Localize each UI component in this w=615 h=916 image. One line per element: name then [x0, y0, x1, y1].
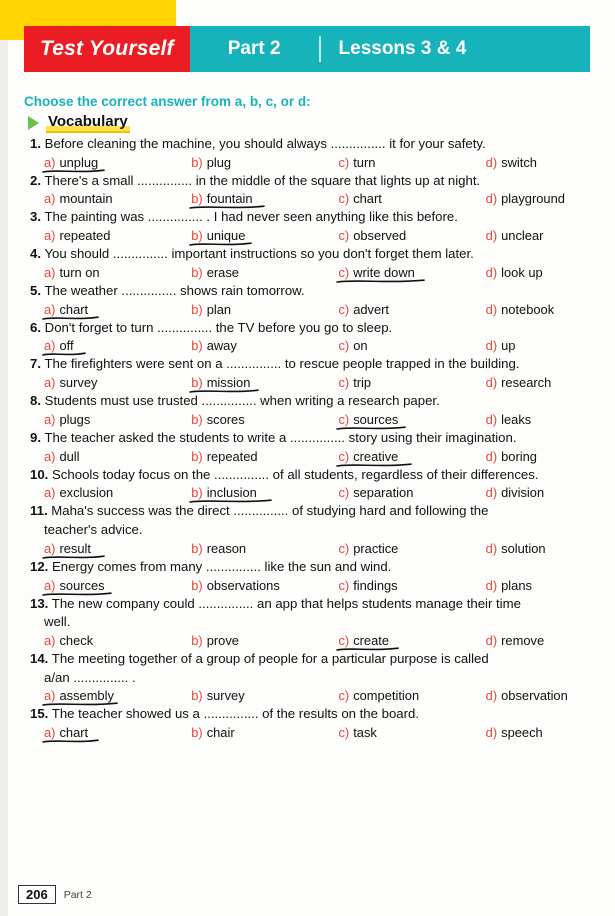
handwritten-underline [189, 388, 260, 393]
question-item [30, 172, 605, 207]
question-item [30, 650, 605, 703]
option-text: look up [501, 264, 543, 280]
option-choice[interactable] [338, 578, 485, 593]
option-label: d) [485, 448, 498, 464]
question-text-continued: well. [44, 614, 71, 630]
question-item [30, 466, 605, 501]
question-number: 10. [30, 466, 49, 482]
option-text: turn on [59, 264, 100, 280]
option-text: check [59, 633, 94, 649]
handwritten-underline [336, 278, 426, 283]
option-label: c) [338, 375, 350, 391]
question-stem [30, 595, 605, 614]
option-text: create [353, 633, 390, 649]
question-stem [30, 355, 605, 374]
option-label: b) [191, 154, 203, 170]
option-label: c) [338, 540, 350, 556]
option-label: a) [44, 301, 56, 317]
option-text: chart [59, 301, 89, 317]
option-choice[interactable] [44, 265, 191, 280]
option-choice[interactable] [486, 449, 605, 464]
option-text: chart [59, 725, 89, 741]
option-label: d) [485, 411, 498, 427]
option-choice[interactable] [338, 449, 485, 464]
option-label: b) [191, 228, 203, 244]
section-heading [28, 113, 615, 133]
option-label: a) [44, 375, 56, 391]
option-choice[interactable] [191, 412, 338, 427]
option-text: fountain [206, 191, 253, 207]
option-text: notebook [501, 301, 555, 317]
option-row [44, 191, 605, 206]
question-text: The painting was ............... . I had never seen anything like this before. [44, 209, 458, 225]
option-row [44, 633, 605, 648]
question-number: 1. [30, 136, 41, 151]
option-text: findings [353, 577, 398, 593]
option-label: c) [338, 448, 350, 464]
option-label: b) [191, 633, 203, 649]
option-label: a) [44, 338, 56, 354]
question-text: There's a small ............... in the middle of the square that lights up at night. [44, 172, 481, 188]
option-choice[interactable] [486, 725, 605, 740]
question-number: 4. [30, 246, 41, 262]
option-choice[interactable] [191, 449, 338, 464]
option-text: observation [501, 688, 568, 704]
option-label: a) [44, 191, 56, 207]
option-text: competition [353, 688, 420, 704]
option-label: c) [338, 688, 350, 704]
option-text: sources [59, 577, 105, 593]
handwritten-underline [42, 701, 119, 706]
option-text: mission [206, 375, 251, 391]
question-text: Don't forget to turn ............... the TV before you go to sleep. [44, 319, 393, 335]
section-title: Vocabulary [46, 113, 130, 133]
option-choice[interactable] [191, 375, 338, 390]
option-choice[interactable] [486, 338, 605, 353]
option-text: solution [501, 540, 546, 556]
page-header [0, 0, 615, 86]
option-text: practice [353, 540, 399, 556]
option-choice[interactable] [338, 688, 485, 703]
option-choice[interactable] [44, 302, 191, 317]
option-label: c) [338, 228, 350, 244]
option-choice[interactable] [44, 412, 191, 427]
option-choice[interactable] [191, 155, 338, 170]
option-label: d) [485, 154, 498, 170]
option-row [44, 302, 605, 317]
option-choice[interactable] [44, 578, 191, 593]
question-item [30, 245, 605, 280]
question-stem [30, 135, 605, 154]
header-separator [319, 36, 321, 62]
option-choice[interactable] [44, 191, 191, 206]
question-text: The new company could ............... an app that helps students manage their time [51, 595, 521, 611]
option-label: b) [191, 338, 203, 354]
option-choice[interactable] [191, 228, 338, 243]
option-label: a) [44, 577, 56, 593]
option-choice[interactable] [486, 375, 605, 390]
option-row [44, 688, 605, 703]
option-row [44, 578, 605, 593]
option-choice[interactable] [338, 485, 485, 500]
option-choice[interactable] [486, 191, 605, 206]
question-text: The meeting together of a group of people for a particular purpose is called [51, 651, 489, 667]
question-item [30, 429, 605, 464]
option-text: survey [59, 375, 98, 391]
option-label: c) [338, 264, 350, 280]
question-item [30, 355, 605, 390]
option-choice[interactable] [44, 485, 191, 500]
option-label: d) [485, 228, 498, 244]
header-brand: Test Yourself [24, 26, 190, 72]
question-stem [30, 282, 605, 301]
handwritten-underline [42, 351, 87, 356]
question-text: Schools today focus on the ............... of all students, regardless of their differences. [52, 466, 539, 482]
option-choice[interactable] [338, 412, 485, 427]
option-text: creative [353, 448, 399, 464]
option-choice[interactable] [338, 265, 485, 280]
option-label: d) [485, 264, 498, 280]
option-text: sources [353, 411, 399, 427]
option-text: reason [206, 540, 247, 556]
question-list [30, 135, 605, 740]
option-text: turn [353, 154, 376, 170]
option-label: a) [44, 540, 56, 556]
handwritten-underline [336, 425, 407, 430]
option-choice[interactable] [486, 541, 605, 556]
option-text: unclear [501, 228, 544, 244]
question-stem [30, 319, 605, 338]
option-text: task [353, 725, 377, 741]
header-bar [24, 26, 590, 72]
question-stem [30, 392, 605, 411]
option-text: chair [206, 725, 235, 741]
question-item [30, 558, 605, 593]
option-choice[interactable] [44, 725, 191, 740]
option-choice[interactable] [338, 155, 485, 170]
question-stem [30, 558, 605, 577]
option-choice[interactable] [44, 375, 191, 390]
option-label: a) [44, 485, 56, 501]
question-item [30, 502, 605, 555]
question-item [30, 208, 605, 243]
option-text: playground [501, 191, 565, 207]
option-text: prove [206, 633, 239, 649]
option-choice[interactable] [486, 578, 605, 593]
option-choice[interactable] [486, 485, 605, 500]
handwritten-underline [336, 462, 413, 467]
option-text: trip [353, 375, 372, 391]
option-choice[interactable] [44, 633, 191, 648]
option-text: survey [206, 688, 245, 704]
option-choice[interactable] [486, 412, 605, 427]
question-text: The weather ............... shows rain tomorrow. [44, 282, 305, 298]
option-choice[interactable] [191, 541, 338, 556]
option-choice[interactable] [338, 375, 485, 390]
option-choice[interactable] [191, 688, 338, 703]
question-number: 5. [30, 282, 41, 298]
page-edge [0, 0, 8, 916]
option-text: plan [206, 301, 232, 317]
option-label: d) [485, 688, 498, 704]
question-text: You should ............... important instructions so you don't forget them later. [44, 246, 474, 262]
question-stem [30, 245, 605, 264]
option-label: a) [44, 264, 56, 280]
option-label: d) [485, 725, 498, 741]
question-text: Students must use trusted ............... when writing a research paper. [44, 393, 440, 409]
option-text: mountain [59, 191, 113, 207]
handwritten-underline [42, 315, 100, 320]
handwritten-underline [336, 646, 400, 651]
option-choice[interactable] [44, 688, 191, 703]
option-text: remove [501, 633, 545, 649]
handwritten-underline [189, 241, 253, 246]
page-number: 206 [18, 885, 56, 904]
question-stem [30, 705, 605, 724]
option-text: research [501, 375, 552, 391]
option-text: leaks [501, 411, 532, 427]
question-text: The teacher asked the students to write a ............... story using their imagination. [44, 429, 517, 445]
question-number: 14. [30, 651, 49, 667]
header-lessons: Lessons 3 & 4 [338, 38, 467, 59]
option-choice[interactable] [191, 725, 338, 740]
option-choice[interactable] [191, 338, 338, 353]
option-choice[interactable] [191, 302, 338, 317]
option-text: advert [353, 301, 390, 317]
question-text-continued: a/an ............... . [44, 669, 136, 685]
question-number: 6. [30, 319, 41, 335]
option-label: c) [338, 411, 350, 427]
handwritten-underline [189, 498, 273, 503]
question-number: 8. [30, 393, 41, 409]
option-label: c) [338, 191, 350, 207]
option-label: d) [485, 485, 498, 501]
option-label: b) [191, 725, 203, 741]
option-row [44, 228, 605, 243]
question-item [30, 282, 605, 317]
question-number: 7. [30, 356, 41, 372]
handwritten-underline [42, 554, 106, 559]
option-label: b) [191, 411, 203, 427]
option-text: erase [206, 264, 239, 280]
option-choice[interactable] [338, 302, 485, 317]
option-text: plugs [59, 411, 91, 427]
question-number: 2. [30, 172, 41, 188]
option-row [44, 485, 605, 500]
option-text: scores [206, 411, 245, 427]
option-label: b) [191, 577, 203, 593]
option-text: observed [353, 228, 407, 244]
handwritten-underline [42, 168, 106, 173]
option-text: speech [501, 725, 543, 741]
option-text: repeated [59, 228, 111, 244]
option-text: result [59, 540, 91, 556]
option-choice[interactable] [486, 265, 605, 280]
handwritten-underline [42, 738, 100, 743]
option-text: on [353, 338, 368, 354]
option-choice[interactable] [486, 228, 605, 243]
option-choice[interactable] [338, 338, 485, 353]
option-text: unplug [59, 154, 99, 170]
option-choice[interactable] [486, 633, 605, 648]
option-label: a) [44, 448, 56, 464]
option-row [44, 541, 605, 556]
option-label: d) [485, 375, 498, 391]
option-text: exclusion [59, 485, 114, 501]
option-text: assembly [59, 688, 114, 704]
option-choice[interactable] [191, 191, 338, 206]
option-label: b) [191, 448, 203, 464]
question-stem [30, 429, 605, 448]
option-label: a) [44, 411, 56, 427]
triangle-bullet-icon [28, 116, 39, 130]
question-number: 3. [30, 209, 41, 225]
option-label: a) [44, 228, 56, 244]
handwritten-underline [42, 591, 113, 596]
instruction-text: Choose the correct answer from a, b, c, or d: [24, 94, 311, 109]
question-stem [30, 208, 605, 227]
option-label: b) [191, 485, 203, 501]
option-label: d) [485, 633, 498, 649]
option-label: d) [485, 338, 498, 354]
question-number: 12. [30, 558, 49, 574]
option-choice[interactable] [44, 228, 191, 243]
question-text: The teacher showed us a ............... of the results on the board. [51, 706, 420, 722]
option-text: off [59, 338, 74, 354]
option-text: observations [206, 577, 280, 593]
question-text: Maha's success was the direct ............... of studying hard and following the [51, 503, 489, 519]
option-row [44, 265, 605, 280]
header-part: Part 2 [227, 38, 281, 59]
question-item [30, 135, 605, 170]
option-choice[interactable] [486, 155, 605, 170]
option-label: c) [338, 301, 350, 317]
option-text: plans [501, 577, 532, 593]
question-item [30, 705, 605, 740]
option-label: a) [44, 725, 56, 741]
option-label: b) [191, 191, 203, 207]
option-text: inclusion [206, 485, 257, 501]
question-number: 9. [30, 429, 41, 445]
option-label: d) [485, 191, 498, 207]
option-row [44, 725, 605, 740]
option-text: boring [501, 448, 537, 464]
option-text: unique [206, 228, 246, 244]
option-text: division [501, 485, 545, 501]
option-choice[interactable] [338, 541, 485, 556]
option-text: away [206, 338, 237, 354]
question-stem [30, 650, 605, 669]
option-choice[interactable] [191, 485, 338, 500]
handwritten-underline [189, 204, 266, 209]
option-choice[interactable] [44, 541, 191, 556]
question-stem [30, 172, 605, 191]
option-label: c) [338, 725, 350, 741]
option-label: b) [191, 264, 203, 280]
question-text: Energy comes from many ............... like the sun and wind. [52, 558, 392, 574]
option-label: c) [338, 485, 350, 501]
option-text: repeated [206, 448, 258, 464]
question-text: Before cleaning the machine, you should always ............... it for your safety. [44, 136, 486, 151]
option-label: d) [485, 301, 498, 317]
question-item [30, 595, 605, 648]
option-row [44, 375, 605, 390]
option-choice[interactable] [338, 191, 485, 206]
option-label: c) [338, 338, 350, 354]
option-label: a) [44, 688, 56, 704]
question-text-continued: teacher's advice. [44, 522, 143, 538]
option-choice[interactable] [191, 578, 338, 593]
option-row [44, 449, 605, 464]
question-stem [30, 466, 605, 485]
option-label: c) [338, 633, 350, 649]
option-label: c) [338, 577, 350, 593]
option-text: separation [353, 485, 414, 501]
question-number: 11. [30, 503, 48, 519]
option-choice[interactable] [44, 155, 191, 170]
option-choice[interactable] [44, 338, 191, 353]
question-item [30, 392, 605, 427]
option-label: b) [191, 301, 203, 317]
option-label: d) [485, 540, 498, 556]
option-text: chart [353, 191, 382, 207]
option-text: dull [59, 448, 80, 464]
option-choice[interactable] [191, 633, 338, 648]
option-choice[interactable] [486, 302, 605, 317]
option-choice[interactable] [191, 265, 338, 280]
option-label: b) [191, 540, 203, 556]
question-number: 13. [30, 595, 49, 611]
option-label: a) [44, 154, 56, 170]
option-choice[interactable] [338, 228, 485, 243]
option-text: write down [353, 264, 415, 280]
option-text: plug [206, 154, 232, 170]
question-stem [30, 502, 605, 521]
option-label: c) [338, 154, 350, 170]
question-text: The firefighters were sent on a ............... to rescue people trapped in the building. [44, 356, 520, 372]
question-item [30, 319, 605, 354]
option-row [44, 412, 605, 427]
option-label: a) [44, 633, 56, 649]
page-footer [18, 885, 92, 904]
question-number: 15. [30, 706, 49, 722]
option-text: switch [501, 154, 537, 170]
header-teal-band [190, 26, 590, 72]
option-text: up [501, 338, 516, 354]
option-row [44, 155, 605, 170]
option-label: d) [485, 577, 498, 593]
option-choice[interactable] [338, 725, 485, 740]
footer-label: Part 2 [63, 888, 92, 901]
option-choice[interactable] [338, 633, 485, 648]
option-label: b) [191, 688, 203, 704]
option-choice[interactable] [44, 449, 191, 464]
option-label: b) [191, 375, 203, 391]
option-choice[interactable] [486, 688, 605, 703]
option-row [44, 338, 605, 353]
